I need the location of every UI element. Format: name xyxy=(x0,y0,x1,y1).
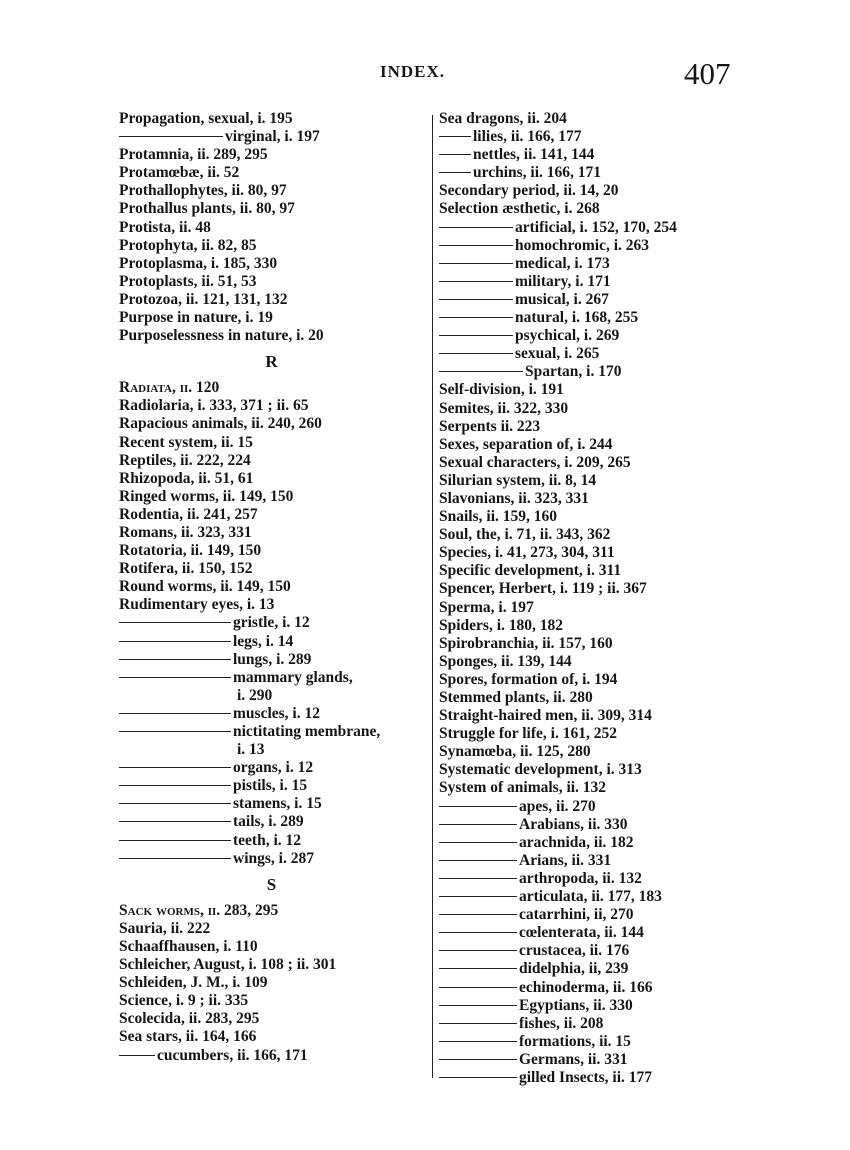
index-entry: Scolecida, ii. 283, 295 xyxy=(119,1010,260,1028)
index-column-left xyxy=(119,110,424,1065)
index-entry: Protophyta, ii. 82, 85 xyxy=(119,236,257,254)
index-subentry xyxy=(439,309,739,327)
index-subentry xyxy=(439,888,739,906)
ditto-dash xyxy=(439,299,513,300)
ditto-dash xyxy=(439,172,471,173)
ditto-dash xyxy=(439,1023,517,1024)
index-subentry xyxy=(439,906,739,924)
ditto-dash xyxy=(439,1005,517,1006)
index-subentry xyxy=(439,870,739,888)
index-entry: Self-division, i. 191 xyxy=(439,381,564,399)
index-entry: Slavonians, ii. 323, 331 xyxy=(439,489,589,507)
ditto-dash xyxy=(439,806,517,807)
index-entry: Spiders, i. 180, 182 xyxy=(439,616,564,634)
ditto-dash xyxy=(439,317,513,318)
ditto-dash xyxy=(439,1059,517,1060)
ditto-dash xyxy=(439,353,513,354)
index-subentry xyxy=(119,633,424,651)
index-subentry xyxy=(119,832,424,850)
index-entry: Sea dragons, ii. 204 xyxy=(439,110,567,127)
index-entry: Radiolaria, i. 333, 371 ; ii. 65 xyxy=(119,397,309,415)
subentry-text: sexual, i. 265 xyxy=(515,345,600,363)
index-entry: Straight-haired men, ii. 309, 314 xyxy=(439,707,652,725)
ditto-dash xyxy=(439,1077,517,1078)
index-entry: Sexual characters, i. 209, 265 xyxy=(439,453,631,471)
index-entry: Sauria, ii. 222 xyxy=(119,919,211,937)
index-entry: Selection æsthetic, i. 268 xyxy=(439,200,600,218)
ditto-dash xyxy=(439,842,517,843)
index-subentry xyxy=(439,852,739,870)
index-entry: Schaaffhausen, i. 110 xyxy=(119,937,258,955)
index-subentry xyxy=(439,164,739,182)
index-entry: Protamnia, ii. 289, 295 xyxy=(119,146,268,164)
index-entry: Rotifera, ii. 150, 152 xyxy=(119,560,253,578)
subentry-text: articulata, ii. 177, 183 xyxy=(519,888,662,906)
index-entry: Purposelessness in nature, i. 20 xyxy=(119,327,324,345)
subentry-text: tails, i. 289 xyxy=(233,813,304,831)
index-subentry xyxy=(439,816,739,834)
index-entry: Prothallus plants, ii. 80, 97 xyxy=(119,200,295,218)
index-entry: Protista, ii. 48 xyxy=(119,218,211,236)
index-subentry xyxy=(439,146,739,164)
index-entry: Rudimentary eyes, i. 13 xyxy=(119,596,275,614)
index-entry: Systematic development, i. 313 xyxy=(439,761,642,779)
index-entry: Semites, ii. 322, 330 xyxy=(439,399,569,417)
subentry-text: crustacea, ii. 176 xyxy=(519,942,630,960)
index-subentry xyxy=(119,759,424,777)
index-entry-continuation: i. 290 xyxy=(237,686,273,704)
ditto-dash xyxy=(439,154,471,155)
index-entry: Schleicher, August, i. 108 ; ii. 301 xyxy=(119,956,337,974)
subentry-text: Spartan, i. 170 xyxy=(525,363,622,381)
subentry-text: Egyptians, ii. 330 xyxy=(519,996,633,1014)
ditto-dash xyxy=(119,840,231,841)
index-entry: Sperma, i. 197 xyxy=(439,598,534,616)
ditto-dash xyxy=(439,263,513,264)
subentry-text: psychical, i. 269 xyxy=(515,327,620,345)
subentry-text: echinoderma, ii. 166 xyxy=(519,978,653,996)
index-subentry xyxy=(439,834,739,852)
subentry-text: nettles, ii. 141, 144 xyxy=(473,146,595,164)
subentry-text: urchins, ii. 166, 171 xyxy=(473,164,602,182)
index-entry: Recent system, ii. 15 xyxy=(119,433,253,451)
index-subentry xyxy=(439,798,739,816)
ditto-dash xyxy=(119,821,231,822)
subentry-text: wings, i. 287 xyxy=(233,849,314,867)
ditto-dash xyxy=(439,878,517,879)
subentry-text: arthropoda, ii. 132 xyxy=(519,869,642,887)
subentry-text: organs, i. 12 xyxy=(233,759,314,777)
ditto-dash xyxy=(119,622,231,623)
ditto-dash xyxy=(439,824,517,825)
running-head: INDEX. xyxy=(380,62,446,81)
ditto-dash xyxy=(119,858,231,859)
index-entry: Rapacious animals, ii. 240, 260 xyxy=(119,415,322,433)
subentry-text: nictitating membrane, xyxy=(233,723,381,740)
subentry-text: lilies, ii. 166, 177 xyxy=(473,128,582,146)
index-subentry xyxy=(439,997,739,1015)
index-entry: Science, i. 9 ; ii. 335 xyxy=(119,992,249,1010)
index-entry: System of animals, ii. 132 xyxy=(439,779,607,797)
subentry-text: catarrhini, ii, 270 xyxy=(519,906,634,924)
subentry-text: artificial, i. 152, 170, 254 xyxy=(515,218,677,236)
subentry-text: virginal, i. 197 xyxy=(225,128,320,146)
ditto-dash xyxy=(439,136,471,137)
subentry-text: Arabians, ii. 330 xyxy=(519,815,628,833)
index-entry: Prothallophytes, ii. 80, 97 xyxy=(119,182,287,200)
subentry-text: legs, i. 14 xyxy=(233,632,294,650)
index-subentry xyxy=(439,942,739,960)
index-subentry xyxy=(439,237,739,255)
ditto-dash xyxy=(119,1055,155,1056)
subentry-text: musical, i. 267 xyxy=(515,290,609,308)
ditto-dash xyxy=(439,987,517,988)
index-entry: Secondary period, ii. 14, 20 xyxy=(439,182,619,200)
subentry-text: pistils, i. 15 xyxy=(233,777,308,795)
index-subentry xyxy=(439,960,739,978)
index-entry: Soul, the, i. 71, ii. 343, 362 xyxy=(439,526,611,544)
subentry-text: stamens, i. 15 xyxy=(233,795,322,813)
index-subentry xyxy=(119,723,424,741)
index-entry-continuation: i. 13 xyxy=(237,741,265,759)
index-entry: Propagation, sexual, i. 195 xyxy=(119,110,293,127)
subentry-text: military, i. 171 xyxy=(515,272,611,290)
ditto-dash xyxy=(119,677,231,678)
index-entry: Synamœba, ii. 125, 280 xyxy=(439,743,591,761)
subentry-text: arachnida, ii. 182 xyxy=(519,833,634,851)
ditto-dash xyxy=(439,968,517,969)
ditto-dash xyxy=(119,136,223,137)
index-entry: Spencer, Herbert, i. 119 ; ii. 367 xyxy=(439,580,647,598)
subentry-text: teeth, i. 12 xyxy=(233,831,302,849)
column-divider xyxy=(432,115,433,1078)
ditto-dash xyxy=(119,767,231,768)
ditto-dash xyxy=(439,281,513,282)
index-entry: Round worms, ii. 149, 150 xyxy=(119,578,291,596)
index-subentry xyxy=(439,1015,739,1033)
ditto-dash xyxy=(439,227,513,228)
ditto-dash xyxy=(439,932,517,933)
index-subentry xyxy=(439,1051,739,1069)
index-entry: Ringed worms, ii. 149, 150 xyxy=(119,487,294,505)
subentry-text: Germans, ii. 331 xyxy=(519,1050,628,1068)
index-subentry xyxy=(439,327,739,345)
index-subentry xyxy=(119,614,424,632)
index-subentry xyxy=(439,345,739,363)
subentry-text: mammary glands, xyxy=(233,668,353,686)
index-entry: Protoplasts, ii. 51, 53 xyxy=(119,272,257,290)
ditto-dash xyxy=(439,371,523,372)
ditto-dash xyxy=(119,641,231,642)
index-subentry xyxy=(439,979,739,997)
ditto-dash xyxy=(439,245,513,246)
index-entry: Romans, ii. 323, 331 xyxy=(119,523,252,541)
ditto-dash xyxy=(119,713,231,714)
ditto-dash xyxy=(119,785,231,786)
index-entry: Purpose in nature, i. 19 xyxy=(119,309,273,327)
index-subentry xyxy=(439,255,739,273)
subentry-text: medical, i. 173 xyxy=(515,254,610,272)
index-subentry xyxy=(439,291,739,309)
ditto-dash xyxy=(119,803,231,804)
ditto-dash xyxy=(439,1041,517,1042)
index-entry: Sea stars, ii. 164, 166 xyxy=(119,1028,257,1046)
index-subentry xyxy=(439,128,739,146)
index-entry: Radiata, ii. 120 xyxy=(119,379,220,397)
index-entry: Sack worms, ii. 283, 295 xyxy=(119,901,279,919)
ditto-dash xyxy=(119,731,231,732)
index-subentry xyxy=(119,705,424,723)
ditto-dash xyxy=(439,950,517,951)
subentry-text: muscles, i. 12 xyxy=(233,704,320,722)
index-entry: Protamœbæ, ii. 52 xyxy=(119,164,240,182)
index-subentry xyxy=(439,219,739,237)
index-entry: Rhizopoda, ii. 51, 61 xyxy=(119,469,254,487)
index-entry: Stemmed plants, ii. 280 xyxy=(439,689,593,706)
index-entry: Spirobranchia, ii. 157, 160 xyxy=(439,634,613,652)
ditto-dash xyxy=(439,914,517,915)
subentry-text: homochromic, i. 263 xyxy=(515,236,650,254)
subentry-text: gristle, i. 12 xyxy=(233,614,310,632)
index-entry: Snails, ii. 159, 160 xyxy=(439,508,557,526)
section-letter: S xyxy=(266,874,277,894)
index-entry: Silurian system, ii. 8, 14 xyxy=(439,471,597,489)
index-subentry xyxy=(119,1047,424,1065)
index-entry: Specific development, i. 311 xyxy=(439,562,622,580)
index-entry: Rotatoria, ii. 149, 150 xyxy=(119,542,262,560)
index-entry: Rodentia, ii. 241, 257 xyxy=(119,505,258,523)
subentry-text: cucumbers, ii. 166, 171 xyxy=(157,1046,308,1064)
index-subentry xyxy=(119,128,424,146)
index-subentry xyxy=(439,1069,739,1087)
ditto-dash xyxy=(439,335,513,336)
subentry-text: cœlenterata, ii. 144 xyxy=(519,924,644,942)
index-subentry xyxy=(119,795,424,813)
section-letter: R xyxy=(265,352,278,372)
index-entry: Protoplasma, i. 185, 330 xyxy=(119,254,278,272)
subentry-text: apes, ii. 270 xyxy=(519,797,596,815)
index-subentry xyxy=(439,363,739,381)
index-entry: Sexes, separation of, i. 244 xyxy=(439,435,613,453)
subentry-text: natural, i. 168, 255 xyxy=(515,309,639,327)
index-subentry xyxy=(439,273,739,291)
index-entry: Serpents ii. 223 xyxy=(439,417,541,435)
ditto-dash xyxy=(119,659,231,660)
subentry-text: Arians, ii. 331 xyxy=(519,851,612,869)
index-entry: Schleiden, J. M., i. 109 xyxy=(119,974,268,992)
index-subentry xyxy=(119,651,424,669)
index-subentry xyxy=(119,850,424,868)
index-entry: Struggle for life, i. 161, 252 xyxy=(439,725,617,743)
subentry-text: didelphia, ii, 239 xyxy=(519,960,629,978)
index-subentry xyxy=(119,777,424,795)
subentry-text: lungs, i. 289 xyxy=(233,650,312,668)
page-number: 407 xyxy=(684,56,731,91)
index-entry: Sponges, ii. 139, 144 xyxy=(439,652,572,670)
index-subentry xyxy=(439,1033,739,1051)
index-entry: Reptiles, ii. 222, 224 xyxy=(119,451,251,469)
index-entry: Spores, formation of, i. 194 xyxy=(439,670,618,688)
index-entry: Protozoa, ii. 121, 131, 132 xyxy=(119,290,288,308)
ditto-dash xyxy=(439,896,517,897)
subentry-text: formations, ii. 15 xyxy=(519,1032,631,1050)
index-subentry xyxy=(119,669,424,687)
index-subentry xyxy=(439,924,739,942)
index-entry: Species, i. 41, 273, 304, 311 xyxy=(439,544,615,562)
subentry-text: fishes, ii. 208 xyxy=(519,1014,604,1032)
subentry-text: gilled Insects, ii. 177 xyxy=(519,1068,653,1086)
index-column-right xyxy=(439,110,739,1087)
index-subentry xyxy=(119,813,424,831)
ditto-dash xyxy=(439,860,517,861)
